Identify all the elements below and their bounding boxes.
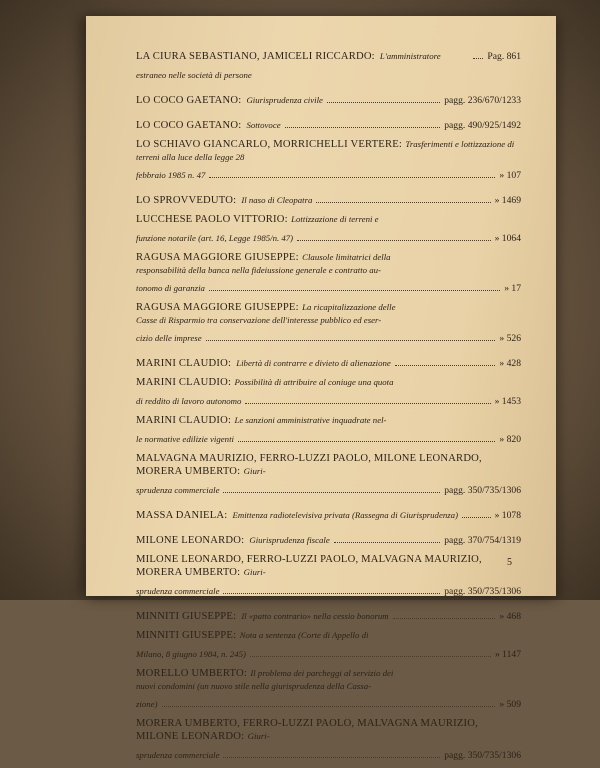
entry-author: MORERA UMBERTO, FERRO-LUZZI PAOLO, MALVAGNA MAURIZIO, MILONE LEONARDO: <box>136 718 478 742</box>
entry-title: Clausole limitatrici della <box>302 252 391 262</box>
index-entry <box>136 528 521 547</box>
dot-leader <box>395 365 496 366</box>
entry-author: MARINI CLAUDIO: <box>136 415 232 426</box>
entry-title: Giuri- <box>243 466 266 476</box>
entry-page-ref: » 820 <box>499 434 521 445</box>
entry-author: MASSA DANIELA: <box>136 510 228 521</box>
entry-page-ref: » 1064 <box>494 233 521 244</box>
entry-author: MILONE LEONARDO, FERRO-LUZZI PAOLO, MALVAGNA MAURIZIO, MORERA UMBERTO: <box>136 554 482 578</box>
entry-title: sprudenza commerciale <box>136 485 220 495</box>
entry-page-ref: » 107 <box>499 170 521 181</box>
entry-title: Milano, 8 giugno 1984, n. 245) <box>136 649 246 659</box>
index-entry <box>136 188 521 207</box>
dot-leader <box>209 177 495 178</box>
page-number: 5 <box>507 557 512 568</box>
entry-title: di reddito di lavoro autonomo <box>136 396 242 406</box>
entry-author: MALVAGNA MAURIZIO, FERRO-LUZZI PAOLO, MILONE LEONARDO, MORERA UMBERTO: <box>136 453 482 477</box>
entry-title: Emittenza radiotelevisiva privata (Rassegna di Giurisprudenza) <box>232 510 459 520</box>
entry-title: Nota a sentenza (Corte di Appello di <box>239 630 369 640</box>
entry-page-ref: » 1078 <box>494 510 521 521</box>
entry-title: Possibilità di attribuire al coniuge una quota <box>234 377 394 387</box>
entry-title: Giurisprudenza civile <box>246 95 323 105</box>
dot-leader <box>223 593 440 594</box>
entry-page-ref: pagg. 490/925/1492 <box>444 120 521 131</box>
dot-leader <box>206 340 496 341</box>
dot-leader <box>462 517 491 518</box>
entry-title: La ricapitalizzazione delle <box>302 302 396 312</box>
entry-title: funzione notarile (art. 16, Legge 1985/n. 47) <box>136 233 294 243</box>
dot-leader <box>162 706 496 707</box>
entry-title: Libertà di contrarre e divieto di alienazione <box>236 358 391 368</box>
entry-title: Le sanzioni amministrative inquadrate nel- <box>234 415 387 425</box>
entry-page-ref: » 428 <box>499 358 521 369</box>
entry-title: Il «patto contrario» nella cessio bonorum <box>241 611 389 621</box>
entry-title: tonomo di garanzia <box>136 283 205 293</box>
entry-page-ref: pagg. 350/735/1306 <box>444 750 521 761</box>
entry-author: MILONE LEONARDO: <box>136 535 245 546</box>
entry-page-ref: Pag. 861 <box>487 51 521 62</box>
entry-author: LUCCHESE PAOLO VITTORIO: <box>136 214 288 225</box>
index-entry <box>136 376 521 408</box>
entry-title: cizio delle imprese <box>136 333 202 343</box>
entry-page-ref: pagg. 236/670/1233 <box>444 95 521 106</box>
entry-author: LA CIURA SEBASTIANO, JAMICELI RICCARDO: <box>136 51 375 62</box>
entry-title: responsabilità della banca nella fideiussione generale e contratto au- <box>136 265 381 275</box>
index-entry <box>136 251 521 295</box>
dot-leader <box>327 102 440 103</box>
index-entry <box>136 138 521 182</box>
entry-title: sprudenza commerciale <box>136 586 220 596</box>
dot-leader <box>223 757 440 758</box>
entry-author: RAGUSA MAGGIORE GIUSEPPE: <box>136 302 299 313</box>
dot-leader <box>250 656 491 657</box>
index-entry <box>136 553 521 598</box>
dot-leader <box>285 127 441 128</box>
entry-author: LO COCO GAETANO: <box>136 95 242 106</box>
entry-page-ref: » 17 <box>504 283 521 294</box>
entry-page-ref: » 468 <box>499 611 521 622</box>
entry-author: MINNITI GIUSEPPE: <box>136 630 237 641</box>
index-entry <box>136 44 521 82</box>
entry-title: Sottovoce <box>246 120 281 130</box>
index-entry <box>136 351 521 370</box>
entry-title: Lottizzazione di terreni e <box>291 214 379 224</box>
entry-title: L'amministratore estraneo nelle società di persone <box>136 51 441 80</box>
entry-title: zione) <box>136 699 158 709</box>
entry-title: Giurisprudenza fiscale <box>249 535 330 545</box>
index-entry <box>136 452 521 497</box>
index-entry <box>136 113 521 132</box>
entry-page-ref: » 1453 <box>494 396 521 407</box>
dot-leader <box>393 618 496 619</box>
dot-leader <box>297 240 490 241</box>
index-entry <box>136 301 521 345</box>
entry-page-ref: pagg. 350/735/1306 <box>444 485 521 496</box>
entry-page-ref: » 526 <box>499 333 521 344</box>
index-entry <box>136 503 521 522</box>
entry-title: Giuri- <box>247 731 270 741</box>
entry-title: febbraio 1985 n. 47 <box>136 170 206 180</box>
index-entry <box>136 667 521 711</box>
entry-page-ref: » 1147 <box>494 649 521 660</box>
entry-author: LO SPROVVEDUTO: <box>136 195 237 206</box>
index-list <box>136 44 521 768</box>
dot-leader <box>209 290 500 291</box>
dot-leader <box>334 542 441 543</box>
index-entry <box>136 414 521 446</box>
entry-author: MARINI CLAUDIO: <box>136 377 232 388</box>
entry-title: Casse di Risparmio tra conservazione dell'interesse pubblico ed eser- <box>136 315 382 325</box>
entry-page-ref: pagg. 370/754/1319 <box>444 535 521 546</box>
index-entry <box>136 213 521 245</box>
index-entry <box>136 629 521 661</box>
entry-author: LO SCHIAVO GIANCARLO, MORRICHELLI VERTERE: <box>136 139 403 150</box>
entry-title: nuovi condomini (un nuovo stile nella giurisprudenza della Cassa- <box>136 681 372 691</box>
document-page <box>86 16 556 761</box>
entry-title: Trasferimenti e lottizzazione di terreni alla luce della legge 28 <box>136 139 515 162</box>
entry-title: le normative edilizie vigenti <box>136 434 234 444</box>
entry-title: sprudenza commerciale <box>136 750 220 760</box>
index-entry <box>136 88 521 107</box>
entry-page-ref: pagg. 350/735/1306 <box>444 586 521 597</box>
dot-leader <box>473 58 483 59</box>
dot-leader <box>245 403 490 404</box>
entry-author: LO COCO GAETANO: <box>136 120 242 131</box>
dot-leader <box>316 202 490 203</box>
index-entry <box>136 717 521 762</box>
dot-leader <box>223 492 440 493</box>
entry-author: MINNITI GIUSEPPE: <box>136 611 237 622</box>
dot-leader <box>238 441 495 442</box>
entry-title: Il naso di Cleopatra <box>241 195 313 205</box>
index-entry <box>136 604 521 623</box>
entry-author: MORELLO UMBERTO: <box>136 668 247 679</box>
entry-page-ref: » 509 <box>499 699 521 710</box>
entry-title: Il problema dei parcheggi al servizio dei <box>250 668 394 678</box>
entry-page-ref: » 1469 <box>494 195 521 206</box>
entry-author: RAGUSA MAGGIORE GIUSEPPE: <box>136 252 299 263</box>
entry-author: MARINI CLAUDIO: <box>136 358 232 369</box>
entry-title: Giuri- <box>243 567 266 577</box>
